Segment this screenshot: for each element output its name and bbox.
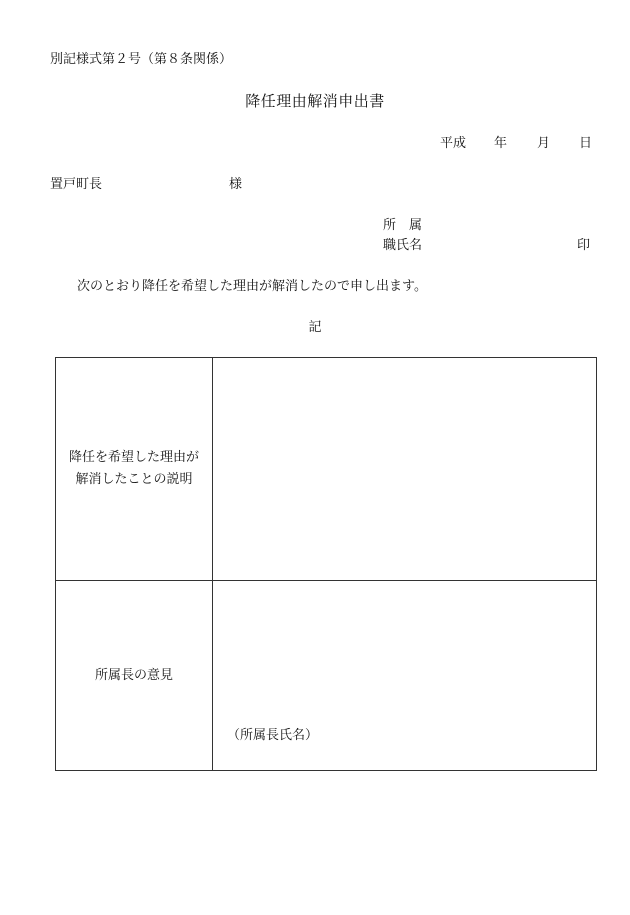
chief-opinion-label-cell xyxy=(56,581,213,771)
date-era-label: 平成 xyxy=(440,136,467,151)
ki-heading: 記 xyxy=(308,320,322,335)
date-year-label: 年 xyxy=(494,136,508,151)
addressee-honorific: 様 xyxy=(229,177,243,192)
body-text: 次のとおり降任を希望した理由が解消したので申し出ます。 xyxy=(77,279,427,294)
addressee-name: 置戸町長 xyxy=(50,177,103,192)
chief-opinion-field[interactable] xyxy=(213,581,597,771)
applicant-name-label: 職氏名 xyxy=(383,238,423,253)
reason-explanation-field[interactable] xyxy=(213,358,597,581)
reason-label-line1: 降任を希望した理由が xyxy=(68,450,199,465)
date-month-label: 月 xyxy=(537,136,551,151)
date-day-label: 日 xyxy=(579,136,593,151)
reason-explanation-label-cell xyxy=(56,358,213,581)
seal-mark: 印 xyxy=(577,238,591,253)
document-title: 降任理由解消申出書 xyxy=(245,92,385,110)
table-row xyxy=(56,581,597,771)
affiliation-label: 所 属 xyxy=(383,218,423,233)
form-number: 別記様式第２号（第８条関係） xyxy=(50,52,233,67)
chief-opinion-label: 所属長の意見 xyxy=(94,667,173,683)
chief-name-label: （所属長氏名） xyxy=(227,728,319,743)
table-row xyxy=(56,358,597,581)
form-table xyxy=(55,357,597,771)
reason-label-line2: 解消したことの説明 xyxy=(75,472,193,487)
